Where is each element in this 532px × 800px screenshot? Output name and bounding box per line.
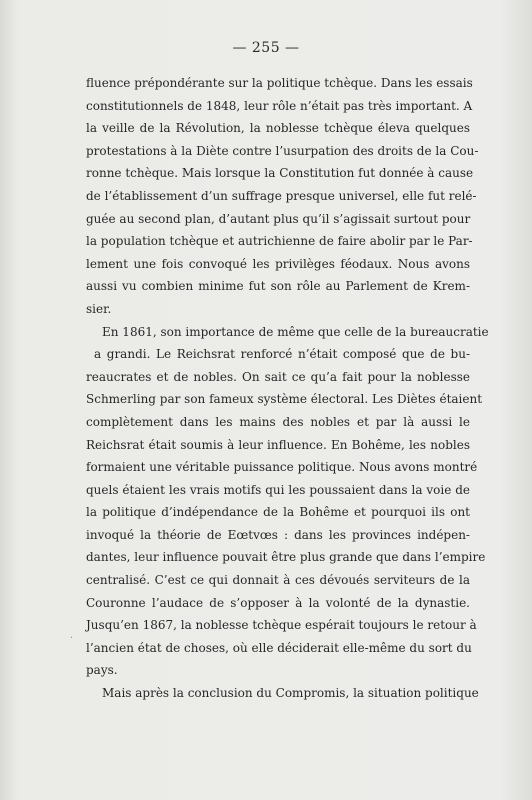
text-line: la politique d’indépendance de la Bohême et pourquoi ils ont bbox=[86, 505, 470, 520]
text-line: Schmerling par son fameux système électoral. Les Diètes étaient bbox=[86, 392, 483, 407]
text-line: la veille de la Révolution, la noblesse tchèque éleva quelques bbox=[86, 121, 470, 136]
text-line: pays. bbox=[86, 663, 118, 678]
margin-speck: . bbox=[70, 630, 74, 641]
text-line: la population tchèque et autrichienne de faire abolir par le Par- bbox=[86, 234, 473, 249]
text-line: lement une fois convoqué les privilèges féodaux. Nous avons bbox=[86, 256, 470, 271]
text-line: invoqué la théorie de Eœtvœs : dans les provinces indépen- bbox=[86, 527, 470, 542]
body-text bbox=[86, 72, 489, 705]
text-line: constitutionnels de 1848, leur rôle n’était pas très important. A bbox=[86, 98, 473, 113]
text-line: formaient une véritable puissance politique. Nous avons montré bbox=[86, 460, 478, 475]
text-line: Jusqu’en 1867, la noblesse tchèque espérait toujours le retour à bbox=[86, 618, 477, 633]
text-line: a grandi. Le Reichsrat renforcé n’était composé que de bu- bbox=[94, 347, 470, 362]
text-line: reaucrates et de nobles. On sait ce qu’a fait pour la noblesse bbox=[86, 369, 470, 384]
text-line: quels étaient les vrais motifs qui les poussaient dans la voie de bbox=[86, 482, 470, 497]
text-line: centralisé. C’est ce qui donnait à ces dévoués serviteurs de la bbox=[86, 573, 470, 588]
text-line: ronne tchèque. Mais lorsque la Constitution fut donnée à cause bbox=[86, 166, 474, 181]
page-number: — 255 — bbox=[232, 40, 300, 56]
text-line: sier. bbox=[86, 301, 112, 316]
text-line: fluence prépondérante sur la politique tchèque. Dans les essais bbox=[86, 76, 473, 90]
text-line: Reichsrat était soumis à leur influence. En Bohême, les nobles bbox=[86, 437, 470, 452]
text-line: Couronne l’audace de s’opposer à la volonté de la dynastie. bbox=[86, 595, 470, 610]
text-line: complètement dans les mains des nobles et par là aussi le bbox=[86, 414, 470, 429]
text-line: En 1861, son importance de même que celle de la bureaucratie bbox=[102, 324, 489, 339]
text-line: l’ancien état de choses, où elle déciderait elle-même du sort du bbox=[86, 640, 472, 655]
text-line: de l’établissement d’un suffrage presque universel, elle fut relé- bbox=[86, 188, 477, 203]
text-line: dantes, leur influence pouvait être plus grande que dans l’empire bbox=[86, 550, 486, 565]
text-line: protestations à la Diète contre l’usurpation des droits de la Cou- bbox=[86, 143, 479, 158]
text-line: guée au second plan, d’autant plus qu’il s’agissait surtout pour bbox=[86, 211, 471, 226]
text-line: Mais après la conclusion du Compromis, la situation politique bbox=[102, 686, 479, 701]
text-line: aussi vu combien minime fut son rôle au Parlement de Krem- bbox=[86, 279, 470, 294]
